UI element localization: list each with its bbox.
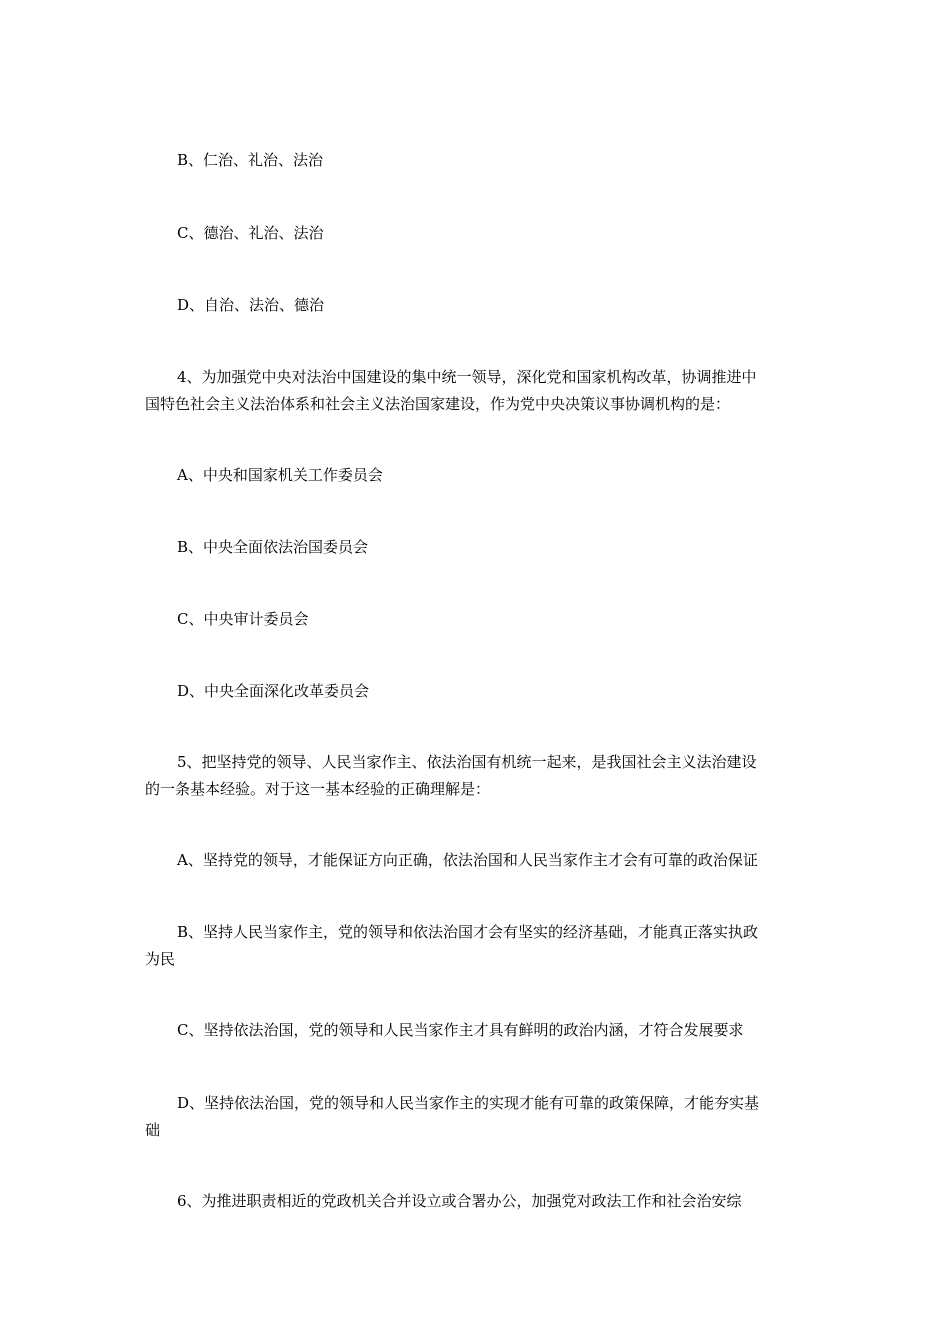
q4-stem-line-1: 4、为加强党中央对法治中国建设的集中统一领导，深化党和国家机构改革，协调推进中: [177, 368, 757, 386]
q5-option-c: C、坚持依法治国，党的领导和人民当家作主才具有鲜明的政治内涵，才符合发展要求: [177, 1021, 744, 1039]
q6-stem-line-1: 6、为推进职责相近的党政机关合并设立或合署办公，加强党对政法工作和社会治安综: [177, 1192, 742, 1210]
q4-option-b: B、中央全面依法治国委员会: [177, 538, 369, 556]
q4-option-a: A、中央和国家机关工作委员会: [177, 466, 383, 484]
q4-option-c: C、中央审计委员会: [177, 610, 309, 628]
q4-option-d: D、中央全面深化改革委员会: [177, 682, 370, 700]
q5-option-b-line-2: 为民: [145, 950, 176, 968]
q5-stem-line-2: 的一条基本经验。对于这一基本经验的正确理解是：: [145, 780, 491, 798]
q5-option-d-line-2: 础: [145, 1121, 161, 1139]
q4-stem-line-2: 国特色社会主义法治体系和社会主义法治国家建设，作为党中央决策议事协调机构的是：: [145, 395, 731, 413]
q3-option-b: B、仁治、礼治、法治: [177, 151, 324, 169]
q3-option-c: C、德治、礼治、法治: [177, 224, 324, 242]
q5-option-b-line-1: B、坚持人民当家作主，党的领导和依法治国才会有坚实的经济基础，才能真正落实执政: [177, 923, 759, 941]
q5-option-d-line-1: D、坚持依法治国，党的领导和人民当家作主的实现才能有可靠的政策保障，才能夯实基: [177, 1094, 760, 1112]
q5-stem-line-1: 5、把坚持党的领导、人民当家作主、依法治国有机统一起来，是我国社会主义法治建设: [177, 753, 757, 771]
q3-option-d: D、自治、法治、德治: [177, 296, 325, 314]
q5-option-a: A、坚持党的领导，才能保证方向正确，依法治国和人民当家作主才会有可靠的政治保证: [177, 851, 758, 869]
